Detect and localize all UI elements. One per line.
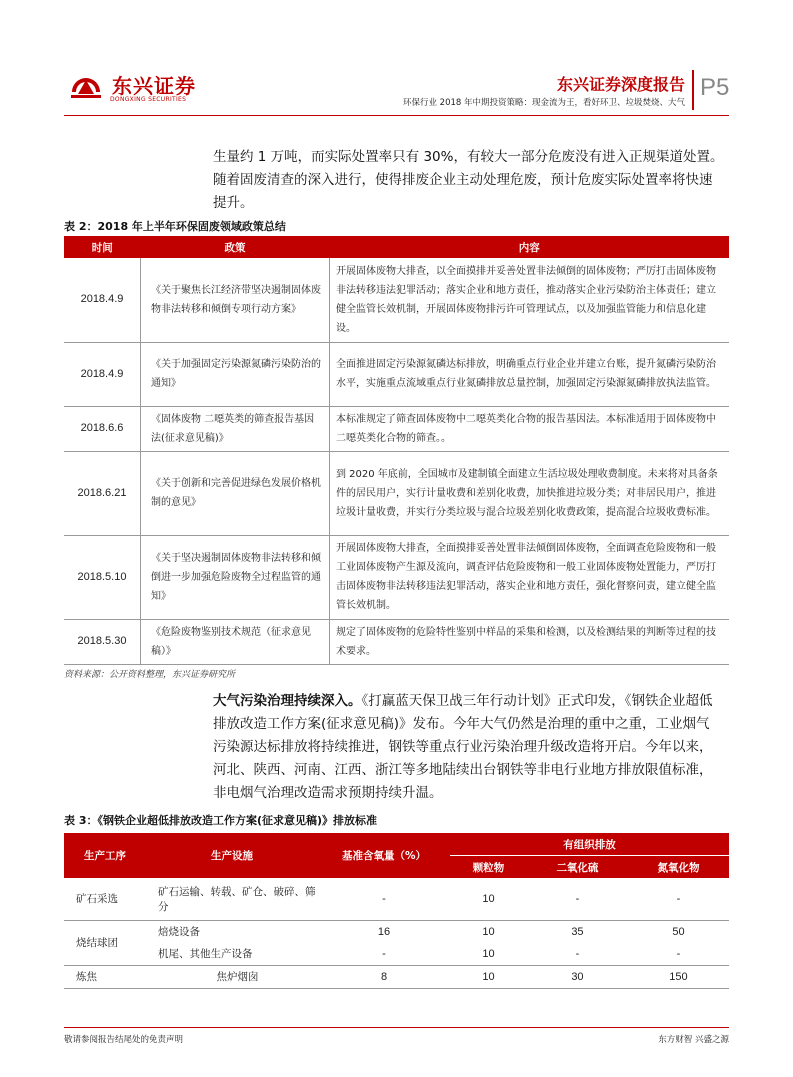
air-heading: 大气污染治理持续深入。 <box>213 693 362 709</box>
table-row <box>64 451 729 535</box>
table-row <box>64 619 729 664</box>
row-content: 全面推进固定污染源氮磷达标排放，明确重点行业企业并建立台账，提升氮磷污染防治水平，实施重点流域重点行业氮磷排放总量控制，加强固定污染源氮磷排放执法监管。 <box>330 342 730 406</box>
col-header-oxygen: 基准含氧量（%） <box>318 833 450 878</box>
row-policy: 《固体废物 二噁英类的筛查报告基因法(征求意见稿)》 <box>141 406 330 451</box>
footer-slogan: 东方财智 兴盛之源 <box>658 1035 729 1045</box>
row-facility: 焙烧设备 <box>158 926 200 938</box>
row-policy: 《危险废物鉴别技术规范（征求意见稿）》 <box>141 619 330 664</box>
row-so2: 35 <box>571 925 584 938</box>
air-line: 非电烟气治理改造需求预期持续升温。 <box>213 785 443 801</box>
air-paragraph <box>213 690 733 805</box>
air-line: 污染源达标排放将持续推进，钢铁等重点行业污染治理升级改造将开启。今年以来， <box>213 739 713 755</box>
row-date: 2018.4.9 <box>64 342 141 406</box>
air-line: 《打赢蓝天保卫战三年行动计划》正式印发，《钢铁企业超低 <box>361 693 713 709</box>
table-row <box>64 535 729 619</box>
row-so2: - <box>527 878 628 920</box>
row-so2: 30 <box>527 965 628 988</box>
table-row <box>64 878 729 920</box>
row-content: 到 2020 年底前，全国城市及建制镇全面建立生活垃圾处理收费制度。未来将对具备条件的居民用户，实行计量收费和差别化收费，加快推进垃圾分类；对非居民用户，推进垃圾计量收费，并实行分类垃圾与混合垃圾差别化收费政策，提高混合垃圾收费标准。 <box>330 451 730 535</box>
col-header-nox: 氮氧化物 <box>628 856 729 879</box>
row-oxygen: 8 <box>318 965 450 988</box>
table-row <box>64 965 729 988</box>
row-process: 炼焦 <box>64 965 146 988</box>
row-facility: 机尾、其他生产设备 <box>146 943 318 966</box>
row-facility: 矿石运输、转载、矿仓、破碎、筛分 <box>146 878 318 920</box>
policy-table <box>64 236 729 665</box>
col-header-facility: 生产设施 <box>146 833 318 878</box>
row-nox: - <box>628 878 729 920</box>
intro-line: 生量约 1 万吨，而实际处置率只有 30%，有较大一部分危废没有进入正规渠道处置。 <box>213 149 724 165</box>
emission-standard-table <box>64 833 729 989</box>
report-title: 东兴证券深度报告 <box>556 75 685 94</box>
row-nox: - <box>628 943 729 966</box>
logo-company-name-en: DONGXING SECURITIES <box>110 96 187 103</box>
col-header-policy: 政策 <box>141 236 330 258</box>
col-header-date: 时间 <box>64 236 141 258</box>
row-pm: 10 <box>450 943 527 966</box>
air-line: 排放改造工作方案(征求意见稿)》发布。今年大气仍然是治理的重中之重，工业烟气 <box>213 716 710 732</box>
row-content: 开展固体废物大排查，以全面摸排并妥善处置非法倾倒的固体废物；严厉打击固体废物非法转移违法犯罪活动；落实企业和地方责任，推动落实企业污染防治主体责任；建立健全监管长效机制，开展固体废物排污许可管理试点，以及加强监管能力和信息化建设。 <box>330 258 730 342</box>
col-header-content: 内容 <box>330 236 730 258</box>
row-so2: - <box>527 943 628 966</box>
row-nox: 50 <box>672 925 685 938</box>
row-content: 本标准规定了筛查固体废物中二噁英类化合物的报告基因法。本标准适用于固体废物中二噁英类化合物的筛查。。 <box>330 406 730 451</box>
report-subtitle: 环保行业 2018 年中期投资策略：现金流为王，看好环卫、垃圾焚烧、大气 <box>402 98 685 108</box>
col-header-so2: 二氧化硫 <box>527 856 628 879</box>
table2-source: 资料来源：公开资料整理，东兴证券研究所 <box>64 670 236 680</box>
table-row <box>64 406 729 451</box>
table-row <box>64 920 729 943</box>
row-content: 开展固体废物大排查，全面摸排妥善处置非法倾倒固体废物，全面调查危险废物和一般工业固体废物产生源及流向，调查评估危险废物和一般工业固体废物处置能力，严厉打击固体废物非法转移违法犯罪活动，落实企业和地方责任，强化督察问责，建立健全监管长效机制。 <box>330 535 730 619</box>
row-content: 规定了固体废物的危险特性鉴别中样品的采集和检测，以及检测结果的判断等过程的技术要求。 <box>330 619 730 664</box>
row-date: 2018.5.10 <box>64 535 141 619</box>
col-header-organized: 有组织排放 <box>450 833 729 856</box>
row-policy: 《关于创新和完善促进绿色发展价格机制的意见》 <box>141 451 330 535</box>
row-oxygen: 16 <box>377 925 391 938</box>
col-header-pm: 颗粒物 <box>450 856 527 879</box>
row-date: 2018.4.9 <box>64 258 141 342</box>
page-number: P5 <box>700 74 730 101</box>
row-policy: 《关于坚决遏制固体废物非法转移和倾倒进一步加强危险废物全过程监管的通知》 <box>141 535 330 619</box>
row-process: 烧结球团 <box>64 920 146 965</box>
table-row <box>64 943 729 966</box>
row-pm: 10 <box>482 925 495 938</box>
table-row <box>64 258 729 342</box>
table-row <box>64 342 729 406</box>
row-pm: 10 <box>450 965 527 988</box>
row-nox: 150 <box>628 965 729 988</box>
row-facility: 焦炉烟囱 <box>146 965 318 988</box>
row-date: 2018.6.21 <box>64 451 141 535</box>
row-policy: 《关于加强固定污染源氮磷污染防治的通知》 <box>141 342 330 406</box>
dongxing-logo-icon <box>68 70 104 102</box>
intro-line: 提升。 <box>213 195 254 211</box>
table3-caption: 表 3：《钢铁企业超低排放改造工作方案(征求意见稿)》排放标准 <box>64 814 378 827</box>
header-rule <box>64 115 729 116</box>
row-oxygen: - <box>318 943 450 966</box>
intro-paragraph <box>213 146 733 215</box>
row-process: 矿石采选 <box>64 878 146 920</box>
row-oxygen: - <box>318 878 450 920</box>
row-date: 2018.6.6 <box>64 406 141 451</box>
footer-rule <box>64 1027 729 1028</box>
col-header-process: 生产工序 <box>64 833 146 878</box>
row-policy: 《关于聚焦长江经济带坚决遏制固体废物非法转移和倾倒专项行动方案》 <box>141 258 330 342</box>
footer-disclaimer: 敬请参阅报告结尾处的免责声明 <box>64 1035 184 1045</box>
air-line: 河北、陕西、河南、江西、浙江等多地陆续出台钢铁等非电行业地方排放限值标准， <box>213 762 713 778</box>
header-divider <box>692 70 694 110</box>
logo-company-name: 东兴证券 <box>112 74 196 98</box>
row-pm: 10 <box>450 878 527 920</box>
table2-caption: 表 2：2018 年上半年环保固废领域政策总结 <box>64 220 286 233</box>
row-date: 2018.5.30 <box>64 619 141 664</box>
intro-line: 随着固废清查的深入进行，使得排废企业主动处理危废，预计危废实际处置率将快速 <box>213 172 713 188</box>
